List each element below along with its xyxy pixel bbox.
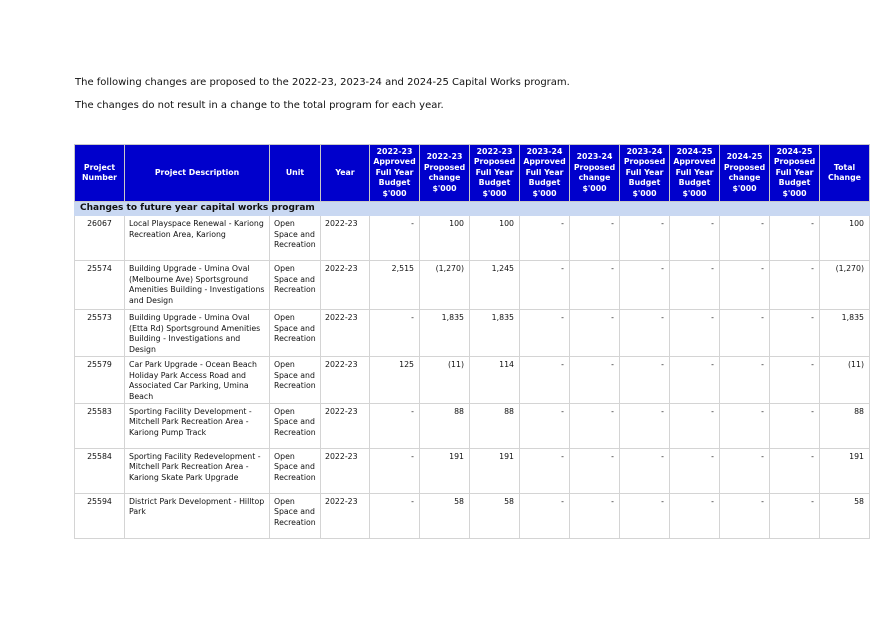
value-cell: 114 (470, 356, 520, 403)
value-cell: (1,270) (820, 261, 870, 310)
value-cell: 191 (470, 448, 520, 493)
table-row (75, 356, 870, 403)
year-cell: 2022-23 (321, 216, 370, 261)
project-number-cell: 25584 (75, 448, 125, 493)
capital-works-table (74, 144, 870, 539)
header-2324-change: 2023-24 Proposed change $'000 (570, 145, 620, 202)
value-cell: - (720, 356, 770, 403)
value-cell: 88 (470, 403, 520, 448)
value-cell: - (370, 448, 420, 493)
project-description-cell: Sporting Facility Development - Mitchell Park Recreation Area - Kariong Pump Track (125, 403, 270, 448)
value-cell: (1,270) (420, 261, 470, 310)
value-cell: 100 (420, 216, 470, 261)
unit-cell: Open Space and Recreation (270, 448, 321, 493)
value-cell: 125 (370, 356, 420, 403)
table-row (75, 261, 870, 310)
header-2223-approved: 2022-23 Approved Full Year Budget $'000 (370, 145, 420, 202)
table-row (75, 216, 870, 261)
value-cell: - (620, 310, 670, 357)
header-2425-approved: 2024-25 Approved Full Year Budget $'000 (670, 145, 720, 202)
value-cell: - (670, 403, 720, 448)
section-row (75, 202, 870, 216)
value-cell: - (370, 403, 420, 448)
value-cell: - (370, 310, 420, 357)
unit-cell: Open Space and Recreation (270, 356, 321, 403)
year-cell: 2022-23 (321, 356, 370, 403)
value-cell: - (670, 448, 720, 493)
value-cell: - (620, 216, 670, 261)
intro-line-1: The following changes are proposed to the 2022-23, 2023-24 and 2024-25 Capital Works program. (75, 77, 570, 88)
unit-cell: Open Space and Recreation (270, 403, 321, 448)
value-cell: - (520, 493, 570, 538)
section-label: Changes to future year capital works program (75, 202, 870, 216)
value-cell: - (620, 403, 670, 448)
header-project-description: Project Description (125, 145, 270, 202)
value-cell: 88 (820, 403, 870, 448)
value-cell: - (570, 216, 620, 261)
unit-cell: Open Space and Recreation (270, 493, 321, 538)
header-unit: Unit (270, 145, 321, 202)
value-cell: - (770, 448, 820, 493)
project-description-cell: Car Park Upgrade - Ocean Beach Holiday Park Access Road and Associated Car Parking, Umina Beach (125, 356, 270, 403)
value-cell: - (720, 448, 770, 493)
value-cell: - (570, 310, 620, 357)
year-cell: 2022-23 (321, 493, 370, 538)
project-description-cell: Sporting Facility Redevelopment - Mitchell Park Recreation Area - Kariong Skate Park Upgrade (125, 448, 270, 493)
project-number-cell: 26067 (75, 216, 125, 261)
value-cell: - (570, 403, 620, 448)
project-number-cell: 25573 (75, 310, 125, 357)
table-row (75, 310, 870, 357)
header-2425-proposed: 2024-25 Proposed Full Year Budget $'000 (770, 145, 820, 202)
value-cell: - (770, 310, 820, 357)
value-cell: - (770, 403, 820, 448)
header-2223-change: 2022-23 Proposed change $'000 (420, 145, 470, 202)
value-cell: - (570, 448, 620, 493)
header-year: Year (321, 145, 370, 202)
value-cell: - (670, 493, 720, 538)
value-cell: - (520, 448, 570, 493)
value-cell: - (670, 356, 720, 403)
header-2324-proposed: 2023-24 Proposed Full Year Budget $'000 (620, 145, 670, 202)
value-cell: - (570, 356, 620, 403)
table-row (75, 403, 870, 448)
year-cell: 2022-23 (321, 403, 370, 448)
project-description-cell: District Park Development - Hilltop Park (125, 493, 270, 538)
value-cell: 1,835 (820, 310, 870, 357)
header-2324-approved: 2023-24 Approved Full Year Budget $'000 (520, 145, 570, 202)
value-cell: - (770, 493, 820, 538)
value-cell: - (670, 310, 720, 357)
project-number-cell: 25583 (75, 403, 125, 448)
value-cell: 191 (820, 448, 870, 493)
value-cell: - (620, 493, 670, 538)
value-cell: - (370, 216, 420, 261)
value-cell: - (570, 493, 620, 538)
value-cell: 191 (420, 448, 470, 493)
value-cell: - (720, 216, 770, 261)
year-cell: 2022-23 (321, 261, 370, 310)
value-cell: 1,835 (470, 310, 520, 357)
header-total-change: Total Change (820, 145, 870, 202)
value-cell: - (520, 216, 570, 261)
value-cell: 2,515 (370, 261, 420, 310)
unit-cell: Open Space and Recreation (270, 216, 321, 261)
value-cell: - (370, 493, 420, 538)
project-description-cell: Building Upgrade - Umina Oval (Melbourne Ave) Sportsground Amenities Building - Investigations and Design (125, 261, 270, 310)
value-cell: 58 (470, 493, 520, 538)
value-cell: - (670, 216, 720, 261)
value-cell: - (720, 493, 770, 538)
year-cell: 2022-23 (321, 310, 370, 357)
project-description-cell: Building Upgrade - Umina Oval (Etta Rd) Sportsground Amenities Building - Investigations and Design (125, 310, 270, 357)
value-cell: - (520, 356, 570, 403)
value-cell: - (520, 310, 570, 357)
project-number-cell: 25579 (75, 356, 125, 403)
value-cell: - (720, 403, 770, 448)
value-cell: 58 (420, 493, 470, 538)
header-2223-proposed: 2022-23 Proposed Full Year Budget $'000 (470, 145, 520, 202)
value-cell: - (770, 356, 820, 403)
value-cell: (11) (420, 356, 470, 403)
header-row (75, 145, 870, 202)
intro-line-2: The changes do not result in a change to the total program for each year. (75, 100, 444, 111)
header-2425-change: 2024-25 Proposed change $'000 (720, 145, 770, 202)
value-cell: 58 (820, 493, 870, 538)
value-cell: 100 (820, 216, 870, 261)
value-cell: 1,245 (470, 261, 520, 310)
value-cell: - (670, 261, 720, 310)
value-cell: 100 (470, 216, 520, 261)
value-cell: - (620, 448, 670, 493)
project-description-cell: Local Playspace Renewal - Kariong Recreation Area, Kariong (125, 216, 270, 261)
value-cell: - (520, 403, 570, 448)
value-cell: - (620, 356, 670, 403)
table-row (75, 448, 870, 493)
unit-cell: Open Space and Recreation (270, 261, 321, 310)
project-number-cell: 25594 (75, 493, 125, 538)
year-cell: 2022-23 (321, 448, 370, 493)
value-cell: - (620, 261, 670, 310)
value-cell: - (770, 216, 820, 261)
header-project-number: Project Number (75, 145, 125, 202)
table-row (75, 493, 870, 538)
value-cell: - (720, 310, 770, 357)
value-cell: 1,835 (420, 310, 470, 357)
unit-cell: Open Space and Recreation (270, 310, 321, 357)
value-cell: 88 (420, 403, 470, 448)
value-cell: - (570, 261, 620, 310)
value-cell: - (720, 261, 770, 310)
value-cell: - (520, 261, 570, 310)
value-cell: (11) (820, 356, 870, 403)
project-number-cell: 25574 (75, 261, 125, 310)
value-cell: - (770, 261, 820, 310)
